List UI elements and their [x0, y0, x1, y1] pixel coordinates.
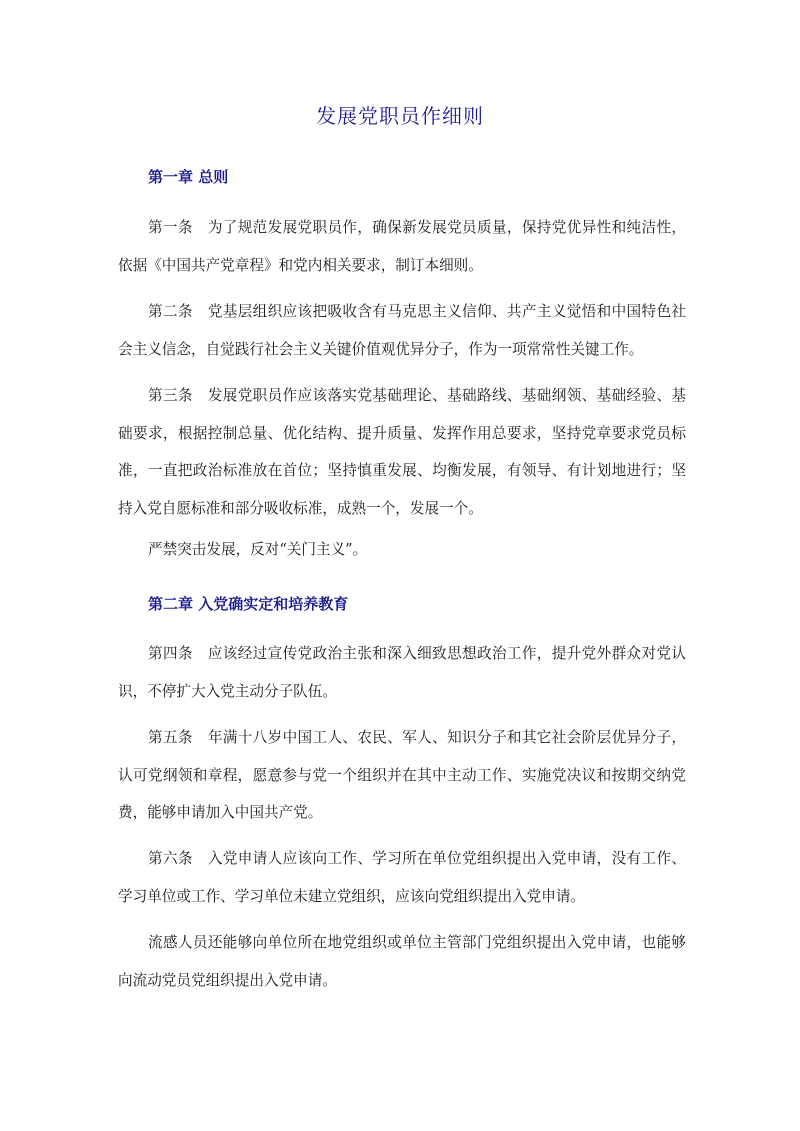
paragraph-note: 严禁突击发展，反对“关门主义”。: [148, 541, 368, 558]
page-title: 发展党职员作细则: [316, 104, 484, 128]
paragraph-article-1: 第一条 为了规范发展党职员作，确保新发展党员质量，保持党优异性和纯洁性，依据《中国共产党章程》和党内相关要求，制订本细则。: [118, 219, 686, 274]
paragraph-article-4: 第四条 应该经过宣传党政治主张和深入细致思想政治工作，提升党外群众对党认识，不停扩大入党主动分子队伍。: [118, 645, 686, 700]
chapter-heading-2: 第二章 入党确实定和培养教育: [148, 595, 349, 613]
paragraph-article-5: 第五条 年满十八岁中国工人、农民、军人、知识分子和其它社会阶层优异分子，认可党纲领和章程，愿意参与党一个组织并在其中主动工作、实施党决议和按期交纳党费，能够申请加入中国共产党。: [118, 729, 686, 821]
chapter-heading-1: 第一章 总则: [148, 168, 229, 186]
paragraph-floating-members: 流感人员还能够向单位所在地党组织或单位主管部门党组织提出入党申请，也能够向流动党员党组织提出入党申请。: [118, 934, 686, 989]
paragraph-article-6: 第六条 入党申请人应该向工作、学习所在单位党组织提出入党申请，没有工作、学习单位或工作、学习单位未建立党组织，应该向党组织提出入党申请。: [118, 850, 686, 905]
paragraph-article-3: 第三条 发展党职员作应该落实党基础理论、基础路线、基础纲领、基础经验、基础要求，根据控制总量、优化结构、提升质量、发挥作用总要求，坚持党章要求党员标准，一直把政治标准放在首位；坚持慎重发展、均衡发展，有领导、有计划地进行；坚持入党自愿标准和部分吸收标准，成熟一个，发展一个。: [118, 387, 686, 517]
paragraph-article-2: 第二条 党基层组织应该把吸收含有马克思主义信仰、共产主义觉悟和中国特色社会主义信念，自觉践行社会主义关键价值观优异分子，作为一项常常性关键工作。: [118, 303, 686, 358]
